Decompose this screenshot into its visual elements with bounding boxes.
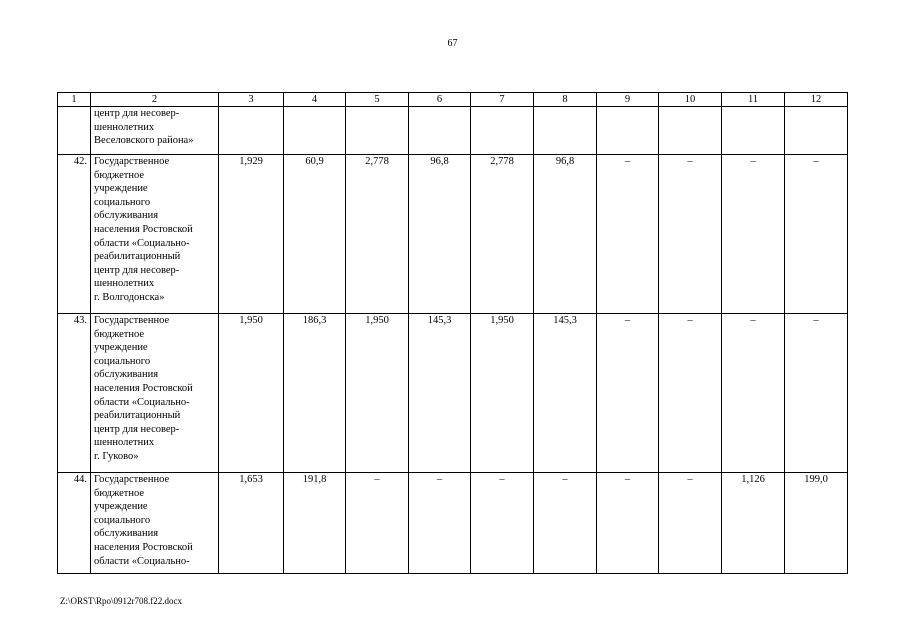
value-cell: – xyxy=(534,473,597,574)
value-cell: 191,8 xyxy=(284,473,346,574)
value-cell xyxy=(409,107,471,155)
value-cell: – xyxy=(659,155,722,314)
value-cell xyxy=(284,107,346,155)
value-cell: 96,8 xyxy=(409,155,471,314)
column-header: 10 xyxy=(659,93,722,107)
row-number: 42. xyxy=(58,155,91,314)
column-header: 12 xyxy=(785,93,848,107)
header-row xyxy=(58,93,848,107)
value-cell: 1,950 xyxy=(471,314,534,473)
name-line: реабилитационный xyxy=(94,410,181,422)
name-line: г. Волгодонска» xyxy=(94,291,165,303)
institution-name xyxy=(91,155,219,314)
name-line: учреждение xyxy=(94,183,148,195)
value-cell xyxy=(471,107,534,155)
name-line: обслуживания xyxy=(94,210,159,222)
institution-name xyxy=(91,107,219,155)
name-line: шеннолетних xyxy=(94,437,155,449)
value-cell: – xyxy=(597,155,659,314)
column-header: 4 xyxy=(284,93,346,107)
value-cell: – xyxy=(659,314,722,473)
value-cell: – xyxy=(346,473,409,574)
name-line: Государственное xyxy=(94,156,170,167)
name-line: населения Ростовской xyxy=(94,382,193,394)
value-cell: 1,950 xyxy=(346,314,409,473)
row-number: 43. xyxy=(58,314,91,473)
value-cell: – xyxy=(409,473,471,574)
name-line: центр для несовер- xyxy=(94,264,180,276)
value-cell: 96,8 xyxy=(534,155,597,314)
name-line: населения Ростовской xyxy=(94,223,193,235)
value-cell: – xyxy=(785,155,848,314)
name-line: обслуживания xyxy=(94,369,159,381)
value-cell: 145,3 xyxy=(534,314,597,473)
value-cell: – xyxy=(471,473,534,574)
value-cell: 186,3 xyxy=(284,314,346,473)
table-row xyxy=(58,107,848,155)
name-line: учреждение xyxy=(94,342,148,354)
value-cell: 1,126 xyxy=(722,473,785,574)
institution-name xyxy=(91,473,219,574)
name-line: шеннолетних xyxy=(94,278,155,290)
value-cell: 145,3 xyxy=(409,314,471,473)
value-cell xyxy=(346,107,409,155)
row-number: 44. xyxy=(58,473,91,574)
value-cell: – xyxy=(597,314,659,473)
name-line: учреждение xyxy=(94,501,148,513)
value-cell: 60,9 xyxy=(284,155,346,314)
name-line: социального xyxy=(94,355,151,367)
value-cell xyxy=(534,107,597,155)
value-cell: – xyxy=(785,314,848,473)
name-line: г. Гуково» xyxy=(94,450,139,462)
name-line: реабилитационный xyxy=(94,251,181,263)
value-cell: 2,778 xyxy=(346,155,409,314)
name-line: социального xyxy=(94,514,151,526)
data-table xyxy=(57,92,848,574)
value-cell xyxy=(219,107,284,155)
table-row xyxy=(58,473,848,574)
name-line: центр для несовер- xyxy=(94,108,180,119)
name-line: бюджетное xyxy=(94,169,145,181)
column-header: 1 xyxy=(58,93,91,107)
name-line: Государственное xyxy=(94,315,170,326)
column-header: 9 xyxy=(597,93,659,107)
institution-name xyxy=(91,314,219,473)
name-line: области «Социально- xyxy=(94,396,190,408)
column-header: 2 xyxy=(91,93,219,107)
value-cell: 199,0 xyxy=(785,473,848,574)
footer-file-path: Z:\ORST\Rpo\0912r708.f22.docx xyxy=(60,596,182,606)
column-header: 3 xyxy=(219,93,284,107)
value-cell: – xyxy=(597,473,659,574)
name-line: населения Ростовской xyxy=(94,541,193,553)
value-cell: 1,929 xyxy=(219,155,284,314)
name-line: бюджетное xyxy=(94,487,145,499)
column-header: 5 xyxy=(346,93,409,107)
value-cell: 1,653 xyxy=(219,473,284,574)
name-line: шеннолетних xyxy=(94,121,155,133)
name-line: области «Социально- xyxy=(94,237,190,249)
name-line: бюджетное xyxy=(94,328,145,340)
name-line: социального xyxy=(94,196,151,208)
table-row xyxy=(58,155,848,314)
name-line: Государственное xyxy=(94,474,170,485)
name-line: центр для несовер- xyxy=(94,423,180,435)
value-cell: 1,950 xyxy=(219,314,284,473)
value-cell: – xyxy=(659,473,722,574)
value-cell xyxy=(722,107,785,155)
column-header: 11 xyxy=(722,93,785,107)
value-cell xyxy=(785,107,848,155)
value-cell: – xyxy=(722,155,785,314)
column-header: 8 xyxy=(534,93,597,107)
page-number: 67 xyxy=(447,38,458,49)
value-cell: 2,778 xyxy=(471,155,534,314)
name-line: области «Социально- xyxy=(94,555,190,567)
value-cell xyxy=(597,107,659,155)
row-number xyxy=(58,107,91,155)
column-header: 6 xyxy=(409,93,471,107)
value-cell xyxy=(659,107,722,155)
table-row xyxy=(58,314,848,473)
name-line: обслуживания xyxy=(94,528,159,540)
value-cell: – xyxy=(722,314,785,473)
column-header: 7 xyxy=(471,93,534,107)
name-line: Веселовского района» xyxy=(94,135,194,147)
